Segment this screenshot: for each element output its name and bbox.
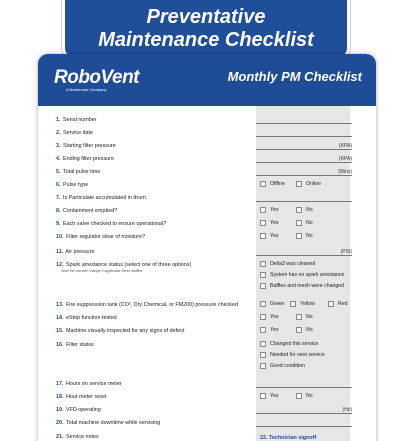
checkbox[interactable]: [260, 220, 266, 226]
checkbox[interactable]: [290, 301, 296, 307]
option-yes[interactable]: [260, 393, 278, 399]
checklist-item: [56, 234, 352, 240]
item-number: 4.: [56, 156, 61, 162]
item-label: Is Particulate accumulated in drum: [63, 195, 146, 201]
item-number: 20.: [56, 420, 64, 426]
checklist-item: [56, 182, 352, 188]
option-label: No: [306, 393, 313, 399]
item-number: 2.: [56, 130, 61, 136]
logo-subtitle: A Nederman Company: [66, 87, 107, 92]
checkbox[interactable]: [260, 352, 266, 358]
option-label: Needed for next service: [270, 352, 325, 358]
item-label: eStop function tested: [66, 315, 117, 321]
option-no[interactable]: [296, 220, 313, 226]
option-green[interactable]: [260, 301, 284, 307]
checkbox[interactable]: [296, 393, 302, 399]
checklist-item: [56, 315, 352, 321]
option-label: No: [306, 327, 313, 333]
option-needed-next-service[interactable]: [260, 352, 325, 358]
item-number: 9.: [56, 221, 61, 227]
air-pressure-field[interactable]: (PSI): [256, 249, 352, 256]
option-yes[interactable]: [260, 220, 278, 226]
banner-title-line2: Maintenance Checklist: [98, 29, 314, 51]
checkbox[interactable]: [296, 233, 302, 239]
checklist-item: [56, 143, 352, 149]
item-label: Serial number: [63, 117, 97, 123]
item-label: Hours on service meter: [66, 381, 122, 387]
option-label: Yes: [270, 233, 279, 239]
item-label: Filter regulator clear of moisture?: [66, 234, 146, 240]
item-label: Hour meter reset: [66, 394, 107, 400]
option-label: Good condition: [270, 363, 305, 369]
option-offline[interactable]: [260, 181, 285, 187]
checkbox[interactable]: [328, 301, 334, 307]
service-hours-field[interactable]: [256, 381, 352, 388]
option-yes[interactable]: [260, 327, 278, 333]
option-red[interactable]: [328, 301, 348, 307]
option-label: Red: [338, 301, 348, 307]
downtime-field[interactable]: [256, 420, 352, 427]
checkbox[interactable]: [260, 363, 266, 369]
checklist-item: [56, 261, 352, 289]
option-no-spark-arrestance[interactable]: [260, 272, 344, 278]
robovent-logo: [54, 68, 139, 92]
checkbox[interactable]: [260, 272, 266, 278]
option-yes[interactable]: [260, 314, 278, 320]
item-number: 12.: [56, 262, 64, 268]
item-label: Each valve checked to ensure operational?: [63, 221, 167, 227]
item-number: 3.: [56, 143, 61, 149]
item-number: 8.: [56, 208, 61, 214]
checklist-item: [56, 328, 352, 334]
option-label: Yellow: [300, 301, 315, 307]
item-number: 19.: [56, 407, 64, 413]
starting-pressure-field[interactable]: (KPA): [256, 143, 352, 150]
checklist-item: [56, 420, 352, 426]
option-label: Green: [270, 301, 285, 307]
checklist-item: [56, 117, 352, 123]
checkbox[interactable]: [296, 314, 302, 320]
item-label: VFD operating: [66, 407, 101, 413]
service-date-field[interactable]: [256, 130, 352, 137]
item-note: Note the number change if applicable Mesh Baffles: [61, 269, 143, 273]
checklist-item: [56, 156, 352, 162]
item-number: 6.: [56, 182, 61, 188]
option-label: Changed this service: [270, 341, 319, 347]
item-number: 18.: [56, 394, 64, 400]
checkbox[interactable]: [296, 207, 302, 213]
option-label: Online: [306, 181, 321, 187]
option-label: Yes: [270, 220, 279, 226]
item-number: 7.: [56, 195, 61, 201]
item-label: Containment emptied?: [63, 208, 118, 214]
item-number: 1.: [56, 117, 61, 123]
checkbox[interactable]: [296, 327, 302, 333]
item-label: Air pressure: [65, 249, 95, 255]
checkbox[interactable]: [260, 341, 266, 347]
item-label: Total machine downtime while servicing: [65, 420, 161, 426]
item-label: Starting filter pressure: [63, 143, 116, 149]
option-yellow[interactable]: [290, 301, 315, 307]
item-label: Spark arrestance status (select one of three options): [66, 262, 192, 268]
option-baffles-changed[interactable]: [260, 283, 344, 289]
item-number: 14.: [56, 315, 64, 321]
checkbox[interactable]: [260, 301, 266, 307]
option-yes[interactable]: [260, 207, 278, 213]
item-number: 21.: [56, 434, 64, 440]
option-label: Baffles and mesh were changed: [270, 283, 345, 289]
checklist-item: [56, 221, 352, 227]
logo-wordmark: RoboVent: [54, 67, 140, 88]
checkbox[interactable]: [260, 283, 266, 289]
item-label: Pulse type: [63, 182, 89, 188]
pulse-time-field[interactable]: (Mins): [256, 169, 352, 176]
option-no[interactable]: [296, 314, 313, 320]
checkbox[interactable]: [260, 233, 266, 239]
option-label: No: [306, 233, 313, 239]
serial-number-field[interactable]: [256, 117, 352, 124]
checkbox[interactable]: [260, 314, 266, 320]
item-number: 13.: [56, 302, 64, 308]
option-label: Yes: [270, 207, 279, 213]
option-no[interactable]: [296, 393, 313, 399]
checklist-sheet: [38, 54, 376, 441]
item-number: 16.: [56, 342, 64, 348]
option-yes[interactable]: [260, 233, 278, 239]
checklist-item: [56, 169, 352, 175]
checkbox[interactable]: [296, 181, 302, 187]
item-number: 17.: [56, 381, 64, 387]
option-no[interactable]: [296, 207, 313, 213]
option-label: Yes: [270, 327, 279, 333]
option-online[interactable]: [296, 181, 321, 187]
option-no[interactable]: [296, 327, 313, 333]
item-label: Filter status: [66, 342, 94, 348]
banner-title-line1: Preventative: [146, 6, 266, 28]
checklist-item: [56, 341, 352, 369]
item-label: Total pulse time: [62, 169, 101, 175]
item-number: 5.: [56, 169, 61, 175]
checklist-item: [56, 394, 352, 400]
checkbox[interactable]: [296, 220, 302, 226]
technician-signoff-label: 22. Technician signoff: [260, 435, 317, 441]
item-label: Service date: [63, 130, 93, 136]
checklist-item: [56, 381, 352, 387]
checklist-item: [56, 130, 352, 136]
option-label: No: [306, 314, 313, 320]
item-number: 10.: [56, 234, 64, 240]
option-label: Yes: [270, 393, 279, 399]
option-label: Delta3 was cleaned: [270, 261, 316, 267]
checklist-item: [56, 195, 352, 201]
ending-pressure-field[interactable]: (KPA): [256, 156, 352, 163]
option-changed-this-service[interactable]: [260, 341, 318, 347]
option-label: System has no spark arrestance: [270, 272, 345, 278]
option-no[interactable]: [296, 233, 313, 239]
checkbox[interactable]: [260, 181, 266, 187]
checkbox[interactable]: [260, 207, 266, 213]
checkbox[interactable]: [260, 327, 266, 333]
vfd-field[interactable]: (Hz): [256, 407, 352, 414]
item-label: Fire suppression tank (CO², Dry Chemical, or FM200) pressure checked: [66, 302, 238, 308]
sheet-title: Monthly PM Checklist: [227, 69, 362, 84]
checkbox[interactable]: [260, 261, 266, 267]
item-label: Ending filter pressure: [63, 156, 114, 162]
option-good-condition[interactable]: [260, 363, 305, 369]
checklist-item: [56, 302, 352, 308]
title-banner: [62, 0, 350, 60]
checklist-item: [56, 249, 352, 255]
checklist-item: [56, 407, 352, 413]
option-label: No: [306, 207, 313, 213]
checkbox[interactable]: [260, 393, 266, 399]
item-number: 11.: [56, 249, 64, 255]
item-label: Machine visually inspected for any signs of defect: [66, 328, 185, 334]
sheet-header: [38, 54, 376, 106]
item-label: Service notes: [66, 434, 99, 440]
option-delta3-cleaned[interactable]: [260, 261, 315, 267]
option-label: Yes: [270, 314, 279, 320]
option-label: Offline: [270, 181, 285, 187]
checklist-item: [56, 208, 352, 214]
item-number: 15.: [56, 328, 64, 334]
option-label: No: [306, 220, 313, 226]
particulate-field[interactable]: [256, 195, 352, 202]
